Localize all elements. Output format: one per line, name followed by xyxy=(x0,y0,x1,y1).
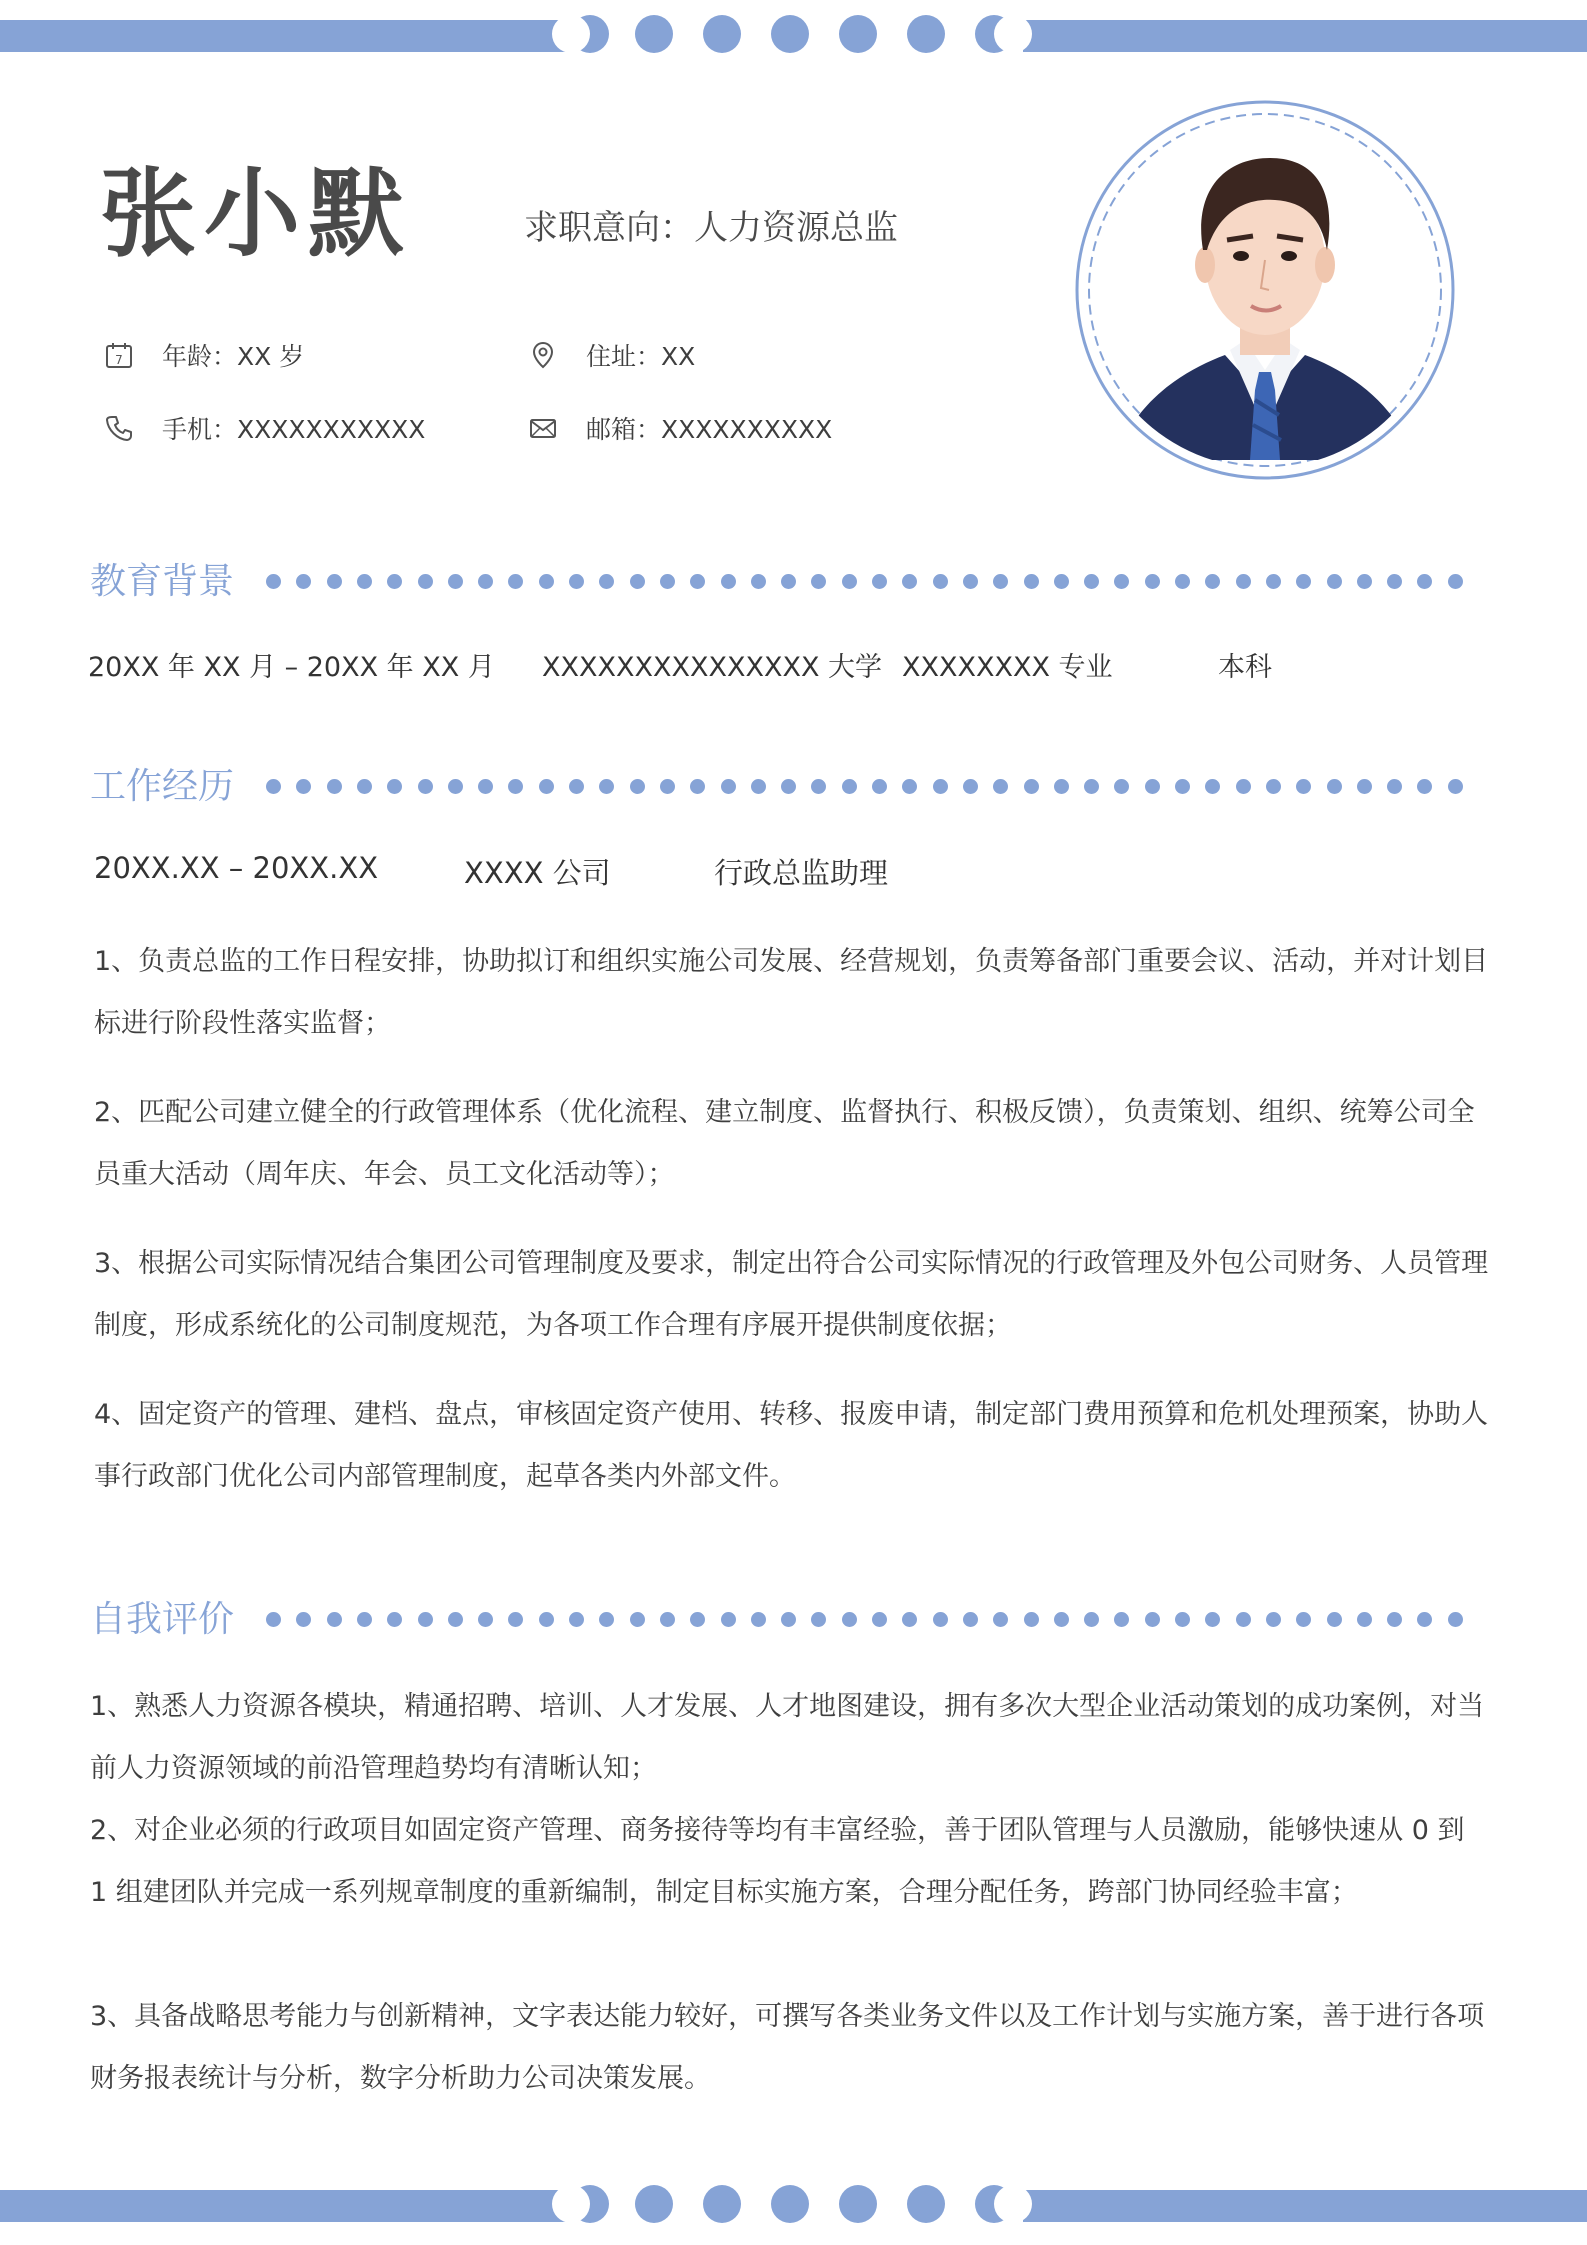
divider-dot xyxy=(933,574,948,589)
divider-dot xyxy=(721,779,736,794)
divider-dot xyxy=(660,574,675,589)
divider-dot xyxy=(599,779,614,794)
divider-dot xyxy=(1084,574,1099,589)
divider-dot xyxy=(539,574,554,589)
education-title: 教育背景 xyxy=(90,561,235,602)
divider-dot xyxy=(1084,1612,1099,1627)
bottom-bar-left xyxy=(0,2190,570,2222)
divider-dot xyxy=(1266,1612,1281,1627)
divider-dot xyxy=(690,1612,705,1627)
divider-dot xyxy=(630,779,645,794)
divider-dot xyxy=(872,574,887,589)
divider-dot xyxy=(508,779,523,794)
job-intent xyxy=(524,200,898,249)
work-item: 2、匹配公司建立健全的行政管理体系（优化流程、建立制度、监督执行、积极反馈），负责策划、组织、统筹公司全员重大活动（周年庆、年会、员工文化活动等）； xyxy=(94,1097,1475,1190)
divider-dot xyxy=(963,1612,978,1627)
divider-dot xyxy=(1357,1612,1372,1627)
divider-dot xyxy=(1175,574,1190,589)
divider-dot xyxy=(933,1612,948,1627)
divider-dot xyxy=(387,779,402,794)
work-dots-divider xyxy=(266,776,1436,796)
divider-dot xyxy=(508,1612,523,1627)
job-company: XXXX 公司 xyxy=(464,856,611,890)
divider-dot xyxy=(902,779,917,794)
self-eval-item: 1、熟悉人力资源各模块，精通招聘、培训、人才发展、人才地图建设，拥有多次大型企业活动策划的成功案例，对当前人力资源领域的前沿管理趋势均有清晰认知； xyxy=(90,1691,1485,1784)
divider-dot xyxy=(811,1612,826,1627)
divider-dot xyxy=(872,779,887,794)
divider-dot xyxy=(1084,779,1099,794)
phone-text: 手机：XXXXXXXXXXX xyxy=(162,415,426,444)
divider-dot xyxy=(1296,779,1311,794)
bottom-halfdot-left xyxy=(571,2185,609,2223)
divider-dot xyxy=(1296,1612,1311,1627)
self-eval-item: 3、具备战略思考能力与创新精神，文字表达能力较好，可撰写各类业务文件以及工作计划与实施方案，善于进行各项财务报表统计与分析，数字分析助力公司决策发展。 xyxy=(90,2001,1485,2094)
divider-dot xyxy=(781,779,796,794)
top-dot xyxy=(907,15,945,53)
divider-dot xyxy=(387,574,402,589)
divider-dot xyxy=(1205,779,1220,794)
top-dot xyxy=(635,15,673,53)
divider-dot xyxy=(721,1612,736,1627)
divider-dot xyxy=(569,1612,584,1627)
education-dots-divider xyxy=(266,571,1436,591)
top-decor-band xyxy=(0,0,1587,70)
divider-dot xyxy=(660,779,675,794)
divider-dot xyxy=(1387,1612,1402,1627)
divider-dot xyxy=(751,779,766,794)
divider-dot xyxy=(1266,574,1281,589)
divider-dot xyxy=(963,779,978,794)
divider-dot xyxy=(327,574,342,589)
divider-dot xyxy=(872,1612,887,1627)
bottom-decor-band xyxy=(0,2170,1587,2240)
divider-dot xyxy=(1357,574,1372,589)
divider-dot xyxy=(1145,574,1160,589)
bottom-halfdot-right xyxy=(975,2185,1013,2223)
divider-dot xyxy=(266,1612,281,1627)
divider-dot xyxy=(387,1612,402,1627)
job-period: 20XX.XX – 20XX.XX xyxy=(94,851,379,885)
divider-dot xyxy=(1175,779,1190,794)
divider-dot xyxy=(478,574,493,589)
bottom-dot xyxy=(907,2185,945,2223)
divider-dot xyxy=(448,779,463,794)
divider-dot xyxy=(357,779,372,794)
divider-dot xyxy=(296,1612,311,1627)
job-intent-value: 人力资源总监 xyxy=(694,208,898,248)
divider-dot xyxy=(842,574,857,589)
divider-dot xyxy=(418,574,433,589)
divider-dot xyxy=(266,779,281,794)
bottom-dots xyxy=(555,2170,1035,2240)
divider-dot xyxy=(690,574,705,589)
work-item: 4、固定资产的管理、建档、盘点，审核固定资产使用、转移、报废申请，制定部门费用预算和危机处理预案，协助人事行政部门优化公司内部管理制度，起草各类内外部文件。 xyxy=(94,1399,1489,1492)
divider-dot xyxy=(539,1612,554,1627)
divider-dot xyxy=(539,779,554,794)
divider-dot xyxy=(1054,779,1069,794)
education-major: XXXXXXXX 专业 xyxy=(902,652,1113,683)
divider-dot xyxy=(1417,779,1432,794)
divider-dot xyxy=(1054,574,1069,589)
education-school: XXXXXXXXXXXXXXX 大学 xyxy=(542,652,883,683)
info-phone xyxy=(104,410,425,446)
calendar-icon xyxy=(104,340,134,370)
divider-dot xyxy=(1024,1612,1039,1627)
education-period: 20XX 年 XX 月 – 20XX 年 XX 月 xyxy=(88,652,495,683)
education-degree: 本科 xyxy=(1218,652,1272,683)
divider-dot xyxy=(1387,779,1402,794)
divider-dot xyxy=(1114,779,1129,794)
divider-dot xyxy=(690,779,705,794)
info-age xyxy=(104,337,304,373)
divider-dot xyxy=(357,1612,372,1627)
divider-dot xyxy=(993,779,1008,794)
divider-dot xyxy=(569,779,584,794)
divider-dot xyxy=(993,1612,1008,1627)
divider-dot xyxy=(811,779,826,794)
divider-dot xyxy=(327,779,342,794)
divider-dot xyxy=(1387,574,1402,589)
top-dot xyxy=(703,15,741,53)
divider-dot xyxy=(963,574,978,589)
divider-dot xyxy=(1175,1612,1190,1627)
bottom-dot xyxy=(703,2185,741,2223)
divider-dot xyxy=(751,1612,766,1627)
divider-dot xyxy=(1205,574,1220,589)
top-bar-right xyxy=(1023,20,1587,52)
job-position: 行政总监助理 xyxy=(714,856,889,890)
divider-dot xyxy=(842,779,857,794)
info-address xyxy=(528,337,695,373)
divider-dot xyxy=(478,1612,493,1627)
divider-dot xyxy=(721,574,736,589)
divider-dot xyxy=(1236,1612,1251,1627)
divider-dot xyxy=(1448,574,1463,589)
divider-dot xyxy=(1417,574,1432,589)
divider-dot xyxy=(781,574,796,589)
divider-dot xyxy=(296,574,311,589)
top-dot xyxy=(771,15,809,53)
divider-dot xyxy=(418,779,433,794)
bottom-dot xyxy=(635,2185,673,2223)
divider-dot xyxy=(1114,574,1129,589)
top-dots xyxy=(555,0,1035,70)
divider-dot xyxy=(751,574,766,589)
divider-dot xyxy=(902,1612,917,1627)
divider-dot xyxy=(811,574,826,589)
bottom-bar-right xyxy=(1023,2190,1587,2222)
divider-dot xyxy=(1145,1612,1160,1627)
divider-dot xyxy=(599,1612,614,1627)
envelope-icon xyxy=(528,413,558,443)
divider-dot xyxy=(569,574,584,589)
divider-dot xyxy=(478,779,493,794)
divider-dot xyxy=(842,1612,857,1627)
svg-text:7: 7 xyxy=(115,353,123,367)
top-dot xyxy=(839,15,877,53)
divider-dot xyxy=(933,779,948,794)
divider-dot xyxy=(448,574,463,589)
phone-icon xyxy=(104,413,134,443)
divider-dot xyxy=(630,1612,645,1627)
divider-dot xyxy=(1266,779,1281,794)
divider-dot xyxy=(1024,779,1039,794)
divider-dot xyxy=(1296,574,1311,589)
bottom-dot xyxy=(839,2185,877,2223)
top-halfdot-right xyxy=(975,15,1013,53)
info-email xyxy=(528,410,832,446)
divider-dot xyxy=(418,1612,433,1627)
divider-dot xyxy=(296,779,311,794)
divider-dot xyxy=(1236,779,1251,794)
work-item: 1、负责总监的工作日程安排，协助拟订和组织实施公司发展、经营规划，负责筹备部门重要会议、活动，并对计划目标进行阶段性落实监督； xyxy=(94,946,1489,1039)
divider-dot xyxy=(327,1612,342,1627)
divider-dot xyxy=(357,574,372,589)
divider-dot xyxy=(660,1612,675,1627)
divider-dot xyxy=(781,1612,796,1627)
divider-dot xyxy=(1448,779,1463,794)
candidate-name: 张小默 xyxy=(100,158,412,270)
top-bar-left xyxy=(0,20,570,52)
job-intent-label: 求职意向： xyxy=(524,208,694,248)
work-item: 3、根据公司实际情况结合集团公司管理制度及要求，制定出符合公司实际情况的行政管理及外包公司财务、人员管理制度，形成系统化的公司制度规范，为各项工作合理有序展开提供制度依据； xyxy=(94,1248,1489,1341)
self-eval-item: 2、对企业必须的行政项目如固定资产管理、商务接待等均有丰富经验，善于团队管理与人员激励，能够快速从 0 到 1 组建团队并完成一系列规章制度的重新编制，制定目标实施方案，合理分配任务，跨部门协同经验丰富； xyxy=(90,1815,1465,1908)
divider-dot xyxy=(1024,574,1039,589)
top-halfdot-left xyxy=(571,15,609,53)
divider-dot xyxy=(1114,1612,1129,1627)
divider-dot xyxy=(902,574,917,589)
divider-dot xyxy=(1327,1612,1342,1627)
self-eval-dots-divider xyxy=(266,1609,1436,1629)
divider-dot xyxy=(1327,779,1342,794)
divider-dot xyxy=(1236,574,1251,589)
divider-dot xyxy=(993,574,1008,589)
divider-dot xyxy=(1145,779,1160,794)
location-pin-icon xyxy=(528,340,558,370)
divider-dot xyxy=(508,574,523,589)
divider-dot xyxy=(1448,1612,1463,1627)
bottom-dot xyxy=(771,2185,809,2223)
address-text: 住址：XX xyxy=(586,342,696,371)
self-eval-title: 自我评价 xyxy=(90,1599,235,1640)
email-text: 邮箱：XXXXXXXXXX xyxy=(586,415,833,444)
work-title: 工作经历 xyxy=(90,766,235,807)
divider-dot xyxy=(1054,1612,1069,1627)
divider-dot xyxy=(1417,1612,1432,1627)
age-text: 年龄：XX 岁 xyxy=(162,342,305,371)
divider-dot xyxy=(1205,1612,1220,1627)
avatar xyxy=(1075,100,1455,480)
divider-dot xyxy=(1357,779,1372,794)
divider-dot xyxy=(599,574,614,589)
divider-dot xyxy=(630,574,645,589)
divider-dot xyxy=(448,1612,463,1627)
divider-dot xyxy=(1327,574,1342,589)
divider-dot xyxy=(266,574,281,589)
